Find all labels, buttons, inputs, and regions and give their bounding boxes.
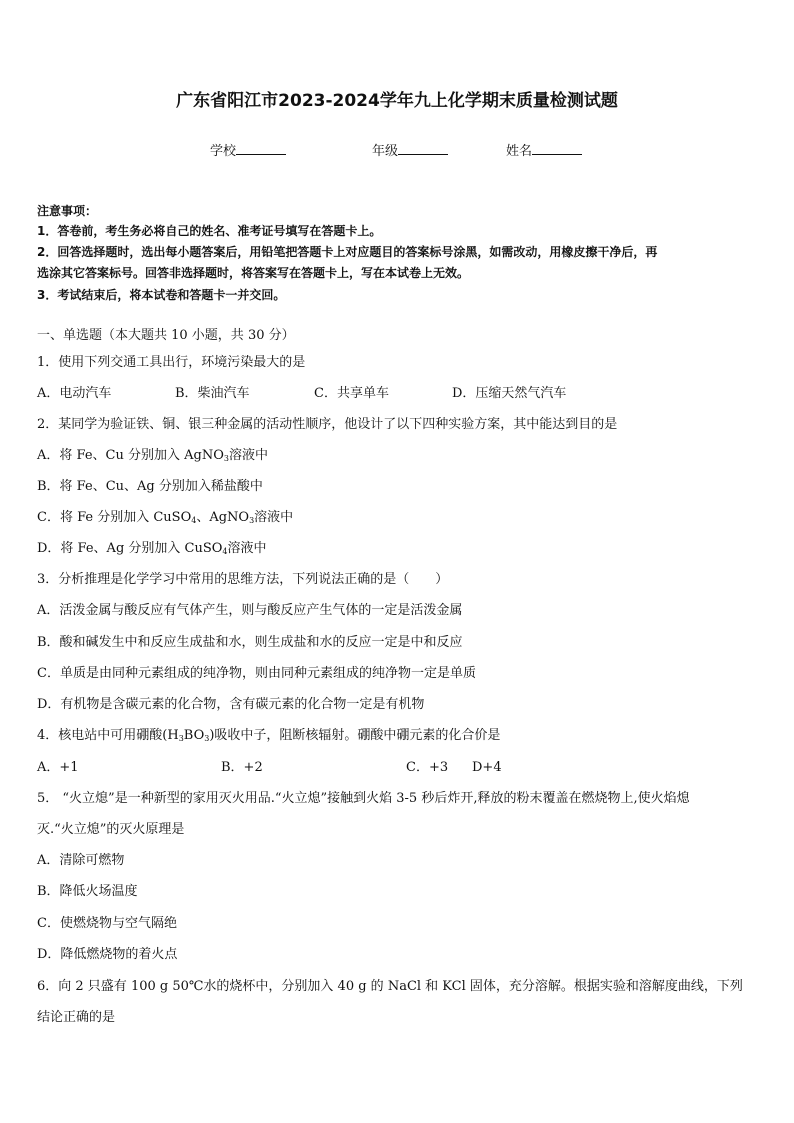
question-5-option-b[interactable]: B．降低火场温度: [37, 884, 138, 899]
school-label: 学校: [210, 144, 237, 159]
question-2-option-a[interactable]: [37, 448, 268, 464]
question-6-stem: 6．向 2 只盛有 100 g 50℃水的烧杯中，分别加入 40 g 的 NaCl 和 KCl 固体，充分溶解。根据实验和溶解度曲线，下列: [37, 979, 743, 994]
q2d-post: 溶液中: [227, 541, 267, 556]
name-label: 姓名: [506, 144, 533, 159]
student-info-row: [0, 140, 794, 160]
q4-mid: BO: [183, 728, 205, 743]
question-1-option-a[interactable]: A．电动汽车: [37, 386, 112, 401]
notice-item-1: 1．答卷前，考生务必将自己的姓名、准考证号填写在答题卡上。: [37, 224, 382, 238]
question-4-option-a[interactable]: A．+1: [37, 760, 79, 775]
question-2-option-d[interactable]: [37, 541, 267, 557]
question-2-option-c[interactable]: [37, 510, 293, 526]
question-5-option-c[interactable]: C．使燃烧物与空气隔绝: [37, 916, 177, 931]
question-1-stem: 1．使用下列交通工具出行，环境污染最大的是: [37, 355, 306, 370]
name-blank[interactable]: [532, 141, 582, 155]
name-field[interactable]: [506, 140, 582, 159]
question-3-option-b[interactable]: B．酸和碱发生中和反应生成盐和水，则生成盐和水的反应一定是中和反应: [37, 635, 463, 650]
q2c-text: C．将 Fe 分别加入 CuSO: [37, 510, 192, 525]
question-1-option-d[interactable]: D．压缩天然气汽车: [452, 386, 567, 401]
school-field[interactable]: [210, 140, 286, 159]
question-1-option-b[interactable]: B．柴油汽车: [175, 386, 250, 401]
notice-item-2-cont: 选涂其它答案标号。回答非选择题时，将答案写在答题卡上，写在本试卷上无效。: [37, 266, 470, 280]
q2a-text: A．将 Fe、Cu 分别加入 AgNO: [37, 448, 224, 463]
question-5-option-d[interactable]: D．降低燃烧物的着火点: [37, 947, 178, 962]
question-6-stem-cont: 结论正确的是: [37, 1010, 116, 1025]
question-3-stem: 3．分析推理是化学学习中常用的思维方法，下列说法正确的是（ ）: [37, 572, 449, 587]
page-title: 广东省阳江市2023-2024学年九上化学期末质量检测试题: [176, 91, 618, 111]
q2c-sub1: 4: [191, 516, 197, 525]
grade-label: 年级: [372, 144, 399, 159]
q4-text: 4．核电站中可用硼酸(H: [37, 728, 179, 743]
notice-item-3: 3．考试结束后，将本试卷和答题卡一并交回。: [37, 288, 286, 302]
q2c-mid: 、AgNO: [196, 510, 250, 525]
question-5-stem-cont: 灭.“火立熄”的灭火原理是: [37, 822, 185, 837]
question-2-stem: 2．某同学为验证铁、铜、银三种金属的活动性顺序，他设计了以下四种实验方案，其中能达到目的是: [37, 417, 618, 432]
notice-heading: 注意事项：: [37, 204, 98, 218]
q2a-post: 溶液中: [228, 448, 268, 463]
grade-field[interactable]: [372, 140, 448, 159]
q4-post: )吸收中子，阻断核辐射。硼酸中硼元素的化合价是: [209, 728, 501, 743]
grade-blank[interactable]: [398, 141, 448, 155]
question-4-option-c[interactable]: C．+3: [406, 760, 449, 775]
question-1-option-c[interactable]: C．共享单车: [314, 386, 389, 401]
question-3-option-a[interactable]: A．活泼金属与酸反应有气体产生，则与酸反应产生气体的一定是活泼金属: [37, 603, 463, 618]
q4-sub1: 3: [178, 734, 184, 743]
q2a-sub: 3: [223, 454, 229, 463]
section-heading: 一、单选题（本大题共 10 小题，共 30 分）: [37, 328, 295, 343]
q2c-sub2: 3: [249, 516, 255, 525]
question-5-stem: 5． “火立熄”是一种新型的家用灭火用品.“火立熄”接触到火焰 3-5 秒后炸开,释放的粉末覆盖在燃烧物上,使火焰熄: [37, 791, 690, 806]
question-3-option-c[interactable]: C．单质是由同种元素组成的纯净物，则由同种元素组成的纯净物一定是单质: [37, 666, 476, 681]
q4-sub2: 3: [204, 734, 210, 743]
q2c-post: 溶液中: [254, 510, 294, 525]
notice-item-2: 2．回答选择题时，选出每小题答案后，用铅笔把答题卡上对应题目的答案标号涂黑，如需改动，用橡皮擦干净后，再: [37, 245, 658, 259]
q2d-sub: 4: [222, 547, 228, 556]
school-blank[interactable]: [236, 141, 286, 155]
question-4-option-b[interactable]: B．+2: [221, 760, 263, 775]
question-5-option-a[interactable]: A．清除可燃物: [37, 853, 125, 868]
question-4-stem: [37, 728, 500, 744]
q2d-text: D．将 Fe、Ag 分别加入 CuSO: [37, 541, 223, 556]
question-3-option-d[interactable]: D．有机物是含碳元素的化合物，含有碳元素的化合物一定是有机物: [37, 697, 425, 712]
question-4-option-d[interactable]: D+4: [472, 760, 502, 775]
question-2-option-b[interactable]: B．将 Fe、Cu、Ag 分别加入稀盐酸中: [37, 479, 263, 494]
